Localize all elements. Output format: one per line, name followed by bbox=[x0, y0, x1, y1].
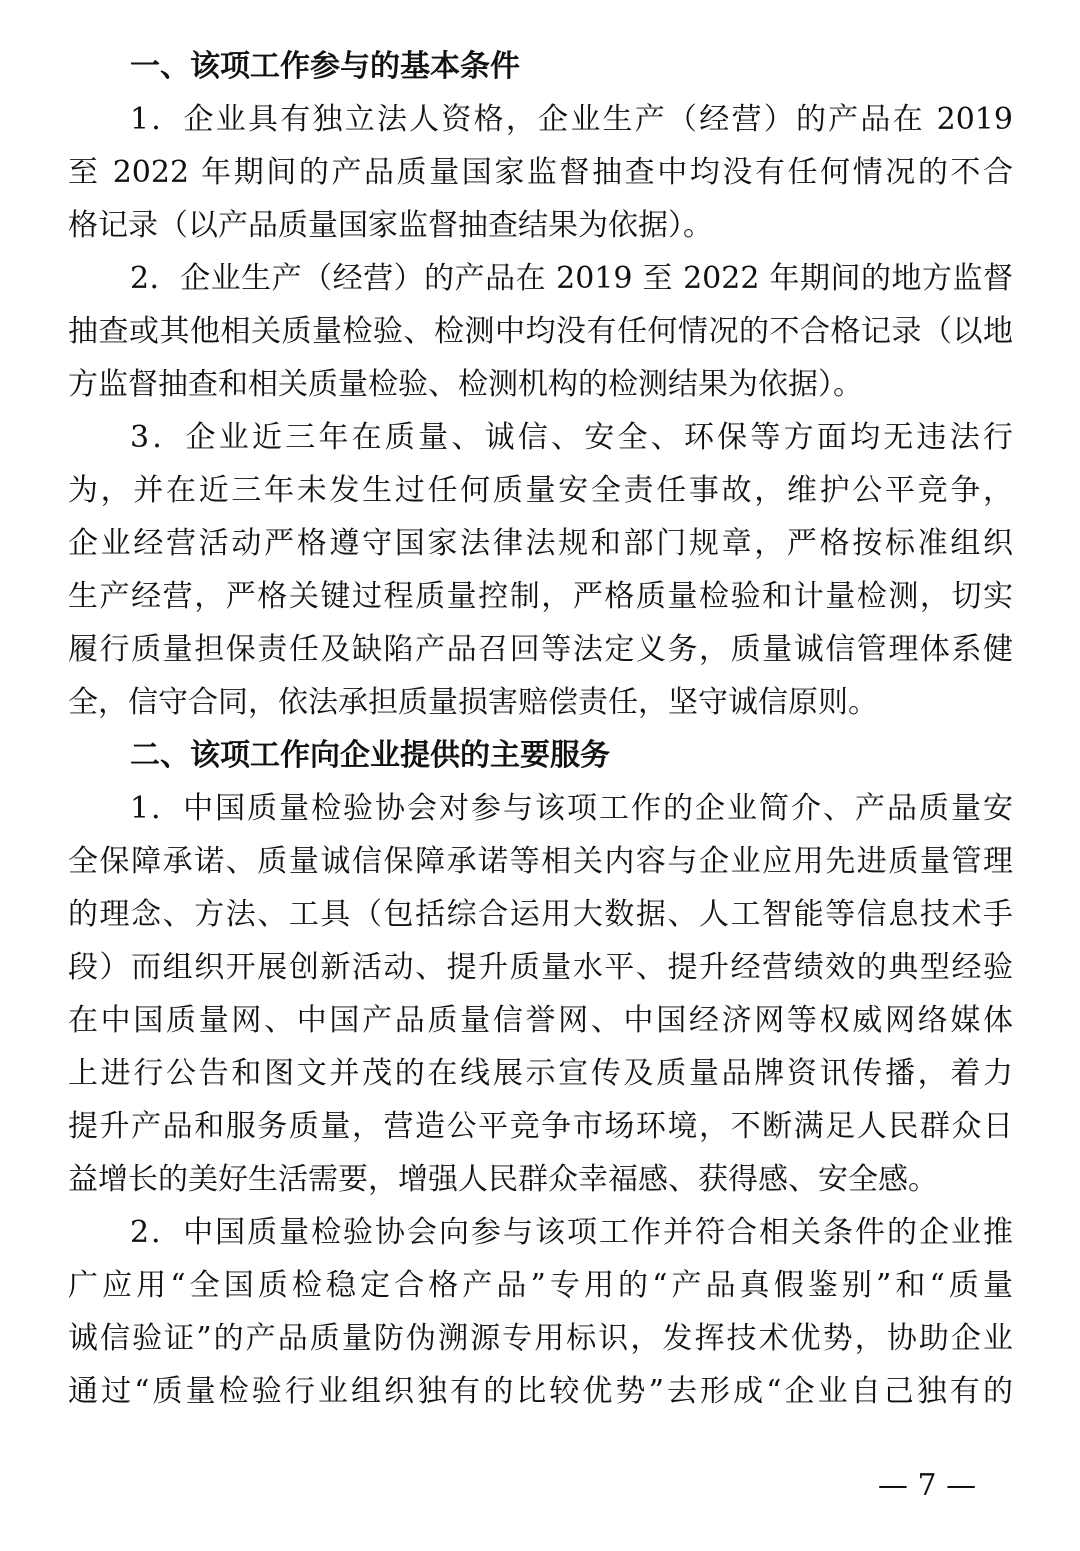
paragraph-line: 段）而组织开展创新活动、提升质量水平、提升经营绩效的典型经验 bbox=[68, 950, 1013, 985]
section-heading: 二、该项工作向企业提供的主要服务 bbox=[130, 738, 610, 773]
paragraph-line: 至 2022 年期间的产品质量国家监督抽查中均没有任何情况的不合 bbox=[68, 155, 1013, 190]
document-page bbox=[68, 40, 1013, 1418]
section-heading: 一、该项工作参与的基本条件 bbox=[130, 49, 520, 84]
paragraph-line: 1．企业具有独立法人资格，企业生产（经营）的产品在 2019 bbox=[130, 102, 1013, 137]
paragraph-line: 全保障承诺、质量诚信保障承诺等相关内容与企业应用先进质量管理 bbox=[68, 844, 1013, 879]
paragraph-line: 诚信验证”的产品质量防伪溯源专用标识，发挥技术优势，协助企业 bbox=[68, 1321, 1013, 1356]
paragraph bbox=[68, 782, 1013, 1206]
paragraph-line: 抽查或其他相关质量检验、检测中均没有任何情况的不合格记录（以地 bbox=[68, 314, 1013, 349]
paragraph-line: 益增长的美好生活需要，增强人民群众幸福感、获得感、安全感。 bbox=[68, 1162, 938, 1197]
paragraph-line: 上进行公告和图文并茂的在线展示宣传及质量品牌资讯传播，着力 bbox=[68, 1056, 1013, 1091]
paragraph-line: 在中国质量网、中国产品质量信誉网、中国经济网等权威网络媒体 bbox=[68, 1003, 1013, 1038]
paragraph-line: 3．企业近三年在质量、诚信、安全、环保等方面均无违法行 bbox=[130, 420, 1013, 455]
paragraph-line: 1．中国质量检验协会对参与该项工作的企业简介、产品质量安 bbox=[130, 791, 1013, 826]
paragraph-line: 履行质量担保责任及缺陷产品召回等法定义务，质量诚信管理体系健 bbox=[68, 632, 1013, 667]
paragraph bbox=[68, 411, 1013, 729]
page-number: — 7 — bbox=[877, 1468, 977, 1503]
paragraph-line: 方监督抽查和相关质量检验、检测机构的检测结果为依据）。 bbox=[68, 367, 863, 402]
paragraph-line: 为，并在近三年未发生过任何质量安全责任事故，维护公平竞争， bbox=[68, 473, 1013, 508]
paragraph-line: 2．企业生产（经营）的产品在 2019 至 2022 年期间的地方监督 bbox=[130, 261, 1013, 296]
paragraph bbox=[68, 252, 1013, 411]
paragraph-line: 通过“质量检验行业组织独有的比较优势”去形成“企业自己独有的 bbox=[68, 1374, 1013, 1409]
paragraph-line: 格记录（以产品质量国家监督抽查结果为依据）。 bbox=[68, 208, 713, 243]
paragraph-line: 全，信守合同，依法承担质量损害赔偿责任，坚守诚信原则。 bbox=[68, 685, 878, 720]
paragraph-line: 提升产品和服务质量，营造公平竞争市场环境，不断满足人民群众日 bbox=[68, 1109, 1013, 1144]
paragraph-line: 生产经营，严格关键过程质量控制，严格质量检验和计量检测，切实 bbox=[68, 579, 1013, 614]
paragraph-line: 广应用“全国质检稳定合格产品”专用的“产品真假鉴别”和“质量 bbox=[68, 1268, 1013, 1303]
paragraph-line: 企业经营活动严格遵守国家法律法规和部门规章，严格按标准组织 bbox=[68, 526, 1013, 561]
paragraph bbox=[68, 93, 1013, 252]
paragraph bbox=[68, 1206, 1013, 1418]
paragraph-line: 的理念、方法、工具（包括综合运用大数据、人工智能等信息技术手 bbox=[68, 897, 1013, 932]
paragraph-line: 2．中国质量检验协会向参与该项工作并符合相关条件的企业推 bbox=[130, 1215, 1013, 1250]
